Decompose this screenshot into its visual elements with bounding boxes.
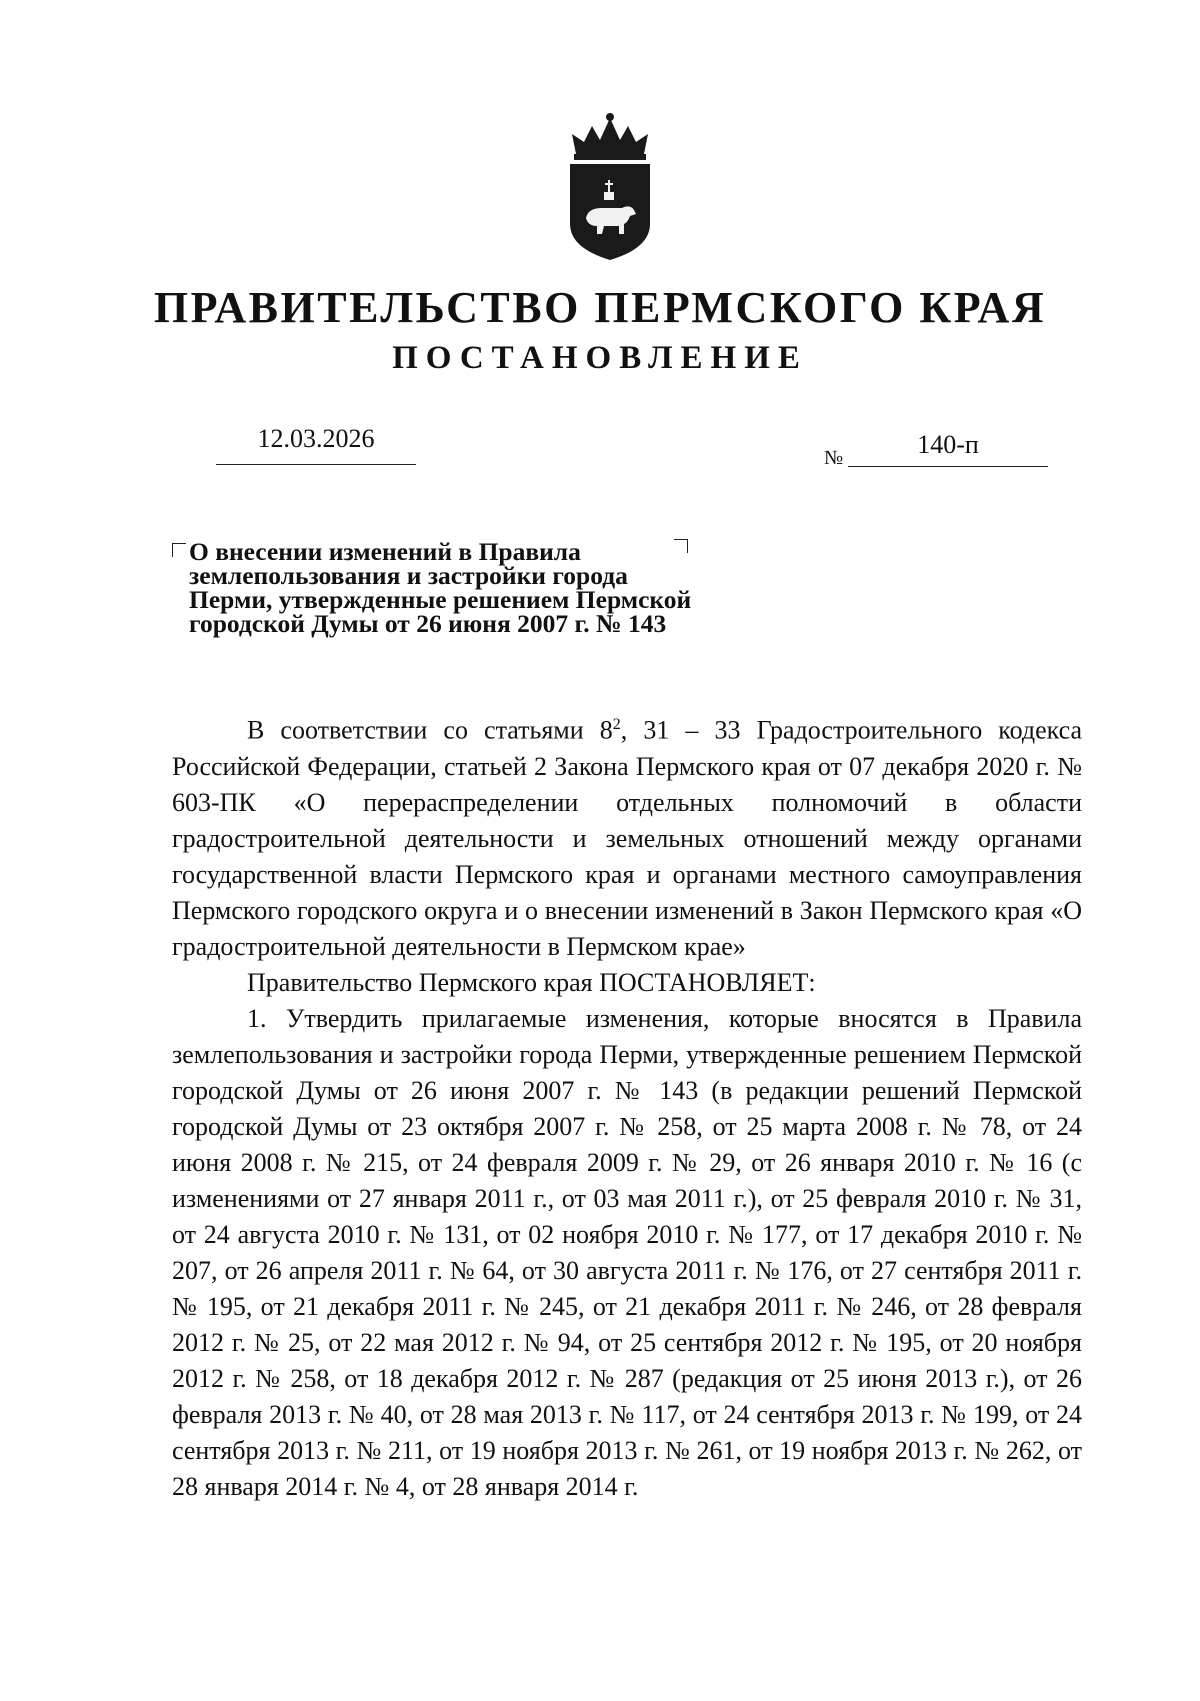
document-date: 12.03.2026 [257, 424, 375, 453]
preamble-superscript: 2 [612, 716, 621, 733]
organization-title: ПРАВИТЕЛЬСТВО ПЕРМСКОГО КРАЯ [153, 283, 1047, 332]
subject-bracket-left [172, 543, 186, 557]
subject-line: Перми, утвержденные решением Пермской [189, 585, 692, 614]
item-1-paragraph: 1. Утвердить прилагаемые изменения, которые вносятся в Правила землепользования и застройки города Перми, утвержденные решением Пермской городской Думы от 26 июня 2007 г. № 143 (в редакции решений Пермской городской Думы от 23 октября 2007 г. № 258, от 25 марта 2008 г. № 78, от 24 июня 2008 г. № 215, от 24 февраля 2009 г. № 29, от 26 января 2010 г. № 16 (с изменениями от 27 января 2011 г., от 03 мая 2011 г.), от 25 февраля 2010 г. № 31, от 24 августа 2010 г. № 131, от 02 ноября 2010 г. № 177, от 17 декабря 2010 г. № 207, от 26 апреля 2011 г. № 64, от 30 августа 2011 г. № 176, от 27 сентября 2011 г. № 195, от 21 декабря 2011 г. № 245, от 21 декабря 2011 г. № 246, от 28 февраля 2012 г. № 25, от 22 мая 2012 г. № 94, от 25 сентября 2012 г. № 195, от 20 ноября 2012 г. № 258, от 18 декабря 2012 г. № 287 (редакция от 25 июня 2013 г.), от 26 февраля 2013 г. № 40, от 28 мая 2013 г. № 117, от 24 сентября 2013 г. № 199, от 24 сентября 2013 г. № 211, от 19 ноября 2013 г. № 261, от 19 ноября 2013 г. № 262, от 28 января 2014 г. № 4, от 28 января 2014 г. [172, 1003, 1082, 1501]
coat-of-arms-icon [566, 112, 654, 262]
document-subject [189, 537, 789, 638]
preamble-paragraph [172, 707, 1082, 965]
document-number: 140-п [917, 430, 979, 459]
subject-line: городской Думы от 26 июня 2007 г. № 143 [189, 609, 667, 638]
number-underline [848, 466, 1048, 467]
preamble-start: В соответствии со статьями 8 [247, 715, 613, 745]
decree-paragraph: Правительство Пермского края ПОСТАНОВЛЯЕТ: [247, 967, 816, 997]
date-underline [216, 464, 416, 465]
number-sign: № [824, 447, 844, 469]
document-type: ПОСТАНОВЛЕНИЕ [392, 340, 808, 376]
document-body [172, 707, 1082, 1505]
preamble-rest: , 31 – 33 Градостроительного кодекса Российской Федерации, статьей 2 Закона Пермского края от 07 декабря 2020 г. № 603-ПК «О перераспределении отдельных полномочий в области градостроительной деятельности и земельных отношений между органами государственной власти Пермского края и органами местного самоуправления Пермского городского округа и о внесении изменений в Закон Пермского края «О градостроительной деятельности в Пермском крае» [172, 715, 1082, 961]
subject-line: О внесении изменений в Правила [189, 537, 581, 566]
subject-line: землепользования и застройки города [189, 561, 628, 590]
